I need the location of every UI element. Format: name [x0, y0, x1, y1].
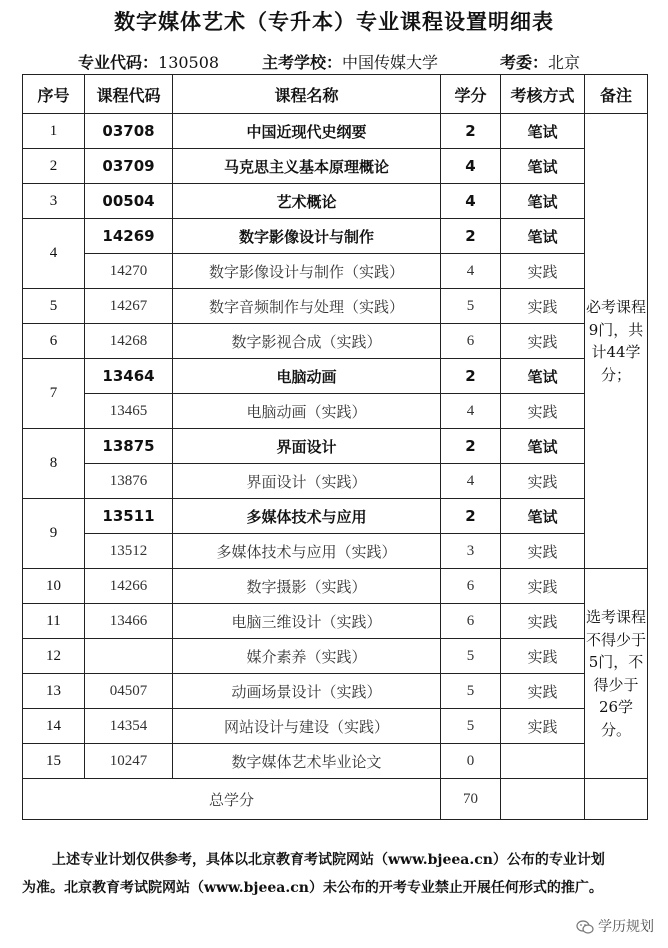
footer-line-1: 上述专业计划仅供参考，具体以北京教育考试院网站（www.bjeea.cn）公布的专业计划	[52, 852, 605, 868]
row-name: 电脑动画	[173, 359, 441, 394]
row-name: 中国近现代史纲要	[173, 114, 441, 149]
major-code-label: 专业代码：	[78, 53, 159, 72]
row-name: 多媒体技术与应用（实践）	[173, 534, 441, 569]
row-no: 10	[23, 569, 85, 604]
row-method: 笔试	[501, 429, 585, 464]
row-method: 实践	[501, 534, 585, 569]
row-name: 界面设计（实践）	[173, 464, 441, 499]
page-title: 数字媒体艺术（专升本）专业课程设置明细表	[114, 9, 554, 34]
header-method: 考核方式	[501, 75, 585, 114]
row-method: 实践	[501, 254, 585, 289]
row-method: 笔试	[501, 114, 585, 149]
row-code: 13512	[85, 534, 173, 569]
total-row	[23, 779, 648, 820]
row-code: 13875	[85, 429, 173, 464]
header-no: 序号	[23, 75, 85, 114]
row-code: 00504	[85, 184, 173, 219]
row-method: 笔试	[501, 219, 585, 254]
table-row	[23, 534, 648, 569]
row-method: 笔试	[501, 149, 585, 184]
row-no: 3	[23, 184, 85, 219]
watermark-text: 学历规划	[598, 919, 654, 935]
major-code	[78, 50, 219, 73]
table-row	[23, 604, 648, 639]
row-credit: 5	[441, 639, 501, 674]
row-name: 数字影视合成（实践）	[173, 324, 441, 359]
row-credit: 5	[441, 289, 501, 324]
row-no: 7	[23, 359, 85, 429]
row-code: 13876	[85, 464, 173, 499]
total-empty-cell	[501, 779, 585, 820]
table-row	[23, 254, 648, 289]
required-note-text: 必考课程9门，共计44学分；	[585, 298, 646, 384]
row-credit: 4	[441, 184, 501, 219]
row-no: 9	[23, 499, 85, 569]
row-credit: 4	[441, 464, 501, 499]
row-name: 数字影像设计与制作	[173, 219, 441, 254]
exam-board-label: 考委：	[500, 53, 549, 72]
row-name: 艺术概论	[173, 184, 441, 219]
header-note: 备注	[585, 75, 648, 114]
table-header-row	[23, 75, 648, 114]
row-name: 媒介素养（实践）	[173, 639, 441, 674]
row-no: 14	[23, 709, 85, 744]
host-school-label: 主考学校：	[262, 53, 343, 72]
row-name: 界面设计	[173, 429, 441, 464]
row-method: 实践	[501, 639, 585, 674]
total-label: 总学分	[23, 779, 441, 820]
row-method: 实践	[501, 464, 585, 499]
row-name: 多媒体技术与应用	[173, 499, 441, 534]
table-row	[23, 464, 648, 499]
host-school	[262, 50, 438, 73]
table-row	[23, 149, 648, 184]
row-method: 笔试	[501, 359, 585, 394]
watermark	[576, 916, 654, 936]
header-name: 课程名称	[173, 75, 441, 114]
elective-note-text: 选考课程不得少于5门，不得少于26学分。	[585, 608, 646, 739]
table-row	[23, 499, 648, 534]
row-credit: 4	[441, 394, 501, 429]
required-note	[585, 114, 648, 569]
row-code: 10247	[85, 744, 173, 779]
row-credit: 6	[441, 324, 501, 359]
row-method: 笔试	[501, 184, 585, 219]
exam-board-value: 北京	[548, 53, 581, 72]
table-row	[23, 289, 648, 324]
row-method	[501, 744, 585, 779]
curriculum-table	[22, 74, 648, 820]
table-row	[23, 359, 648, 394]
row-name: 数字音频制作与处理（实践）	[173, 289, 441, 324]
row-method: 笔试	[501, 499, 585, 534]
footer-note	[22, 852, 647, 897]
row-code: 04507	[85, 674, 173, 709]
row-credit: 0	[441, 744, 501, 779]
row-code: 14354	[85, 709, 173, 744]
row-code: 13511	[85, 499, 173, 534]
row-credit: 4	[441, 254, 501, 289]
row-credit: 2	[441, 114, 501, 149]
row-credit: 2	[441, 429, 501, 464]
table-row	[23, 674, 648, 709]
row-no: 2	[23, 149, 85, 184]
row-no: 15	[23, 744, 85, 779]
row-no: 4	[23, 219, 85, 289]
row-code	[85, 639, 173, 674]
row-method: 实践	[501, 289, 585, 324]
row-no: 13	[23, 674, 85, 709]
row-credit: 6	[441, 569, 501, 604]
row-no: 6	[23, 324, 85, 359]
row-credit: 6	[441, 604, 501, 639]
table-row	[23, 429, 648, 464]
row-credit: 5	[441, 674, 501, 709]
table-row	[23, 639, 648, 674]
row-code: 14266	[85, 569, 173, 604]
header-code: 课程代码	[85, 75, 173, 114]
row-name: 数字影像设计与制作（实践）	[173, 254, 441, 289]
row-method: 实践	[501, 324, 585, 359]
row-credit: 5	[441, 709, 501, 744]
table-row	[23, 324, 648, 359]
row-credit: 2	[441, 499, 501, 534]
row-code: 13465	[85, 394, 173, 429]
row-name: 电脑三维设计（实践）	[173, 604, 441, 639]
row-code: 03709	[85, 149, 173, 184]
row-credit: 3	[441, 534, 501, 569]
row-method: 实践	[501, 394, 585, 429]
table-row	[23, 394, 648, 429]
major-code-value: 130508	[158, 53, 220, 72]
row-no: 5	[23, 289, 85, 324]
row-code: 14269	[85, 219, 173, 254]
exam-board	[500, 50, 580, 73]
row-no: 12	[23, 639, 85, 674]
row-code: 13464	[85, 359, 173, 394]
table-row	[23, 114, 648, 149]
row-code: 13466	[85, 604, 173, 639]
row-credit: 2	[441, 359, 501, 394]
row-credit: 4	[441, 149, 501, 184]
row-method: 实践	[501, 709, 585, 744]
row-no: 1	[23, 114, 85, 149]
row-name: 网站设计与建设（实践）	[173, 709, 441, 744]
wechat-icon	[576, 920, 594, 934]
total-empty-note	[585, 779, 648, 820]
table-row	[23, 744, 648, 779]
table-row	[23, 709, 648, 744]
row-name: 电脑动画（实践）	[173, 394, 441, 429]
row-no: 11	[23, 604, 85, 639]
footer-line-2: 为准。北京教育考试院网站（www.bjeea.cn）未公布的开考专业禁止开展任何形式的推广。	[22, 879, 603, 896]
table-row	[23, 184, 648, 219]
row-name: 数字媒体艺术毕业论文	[173, 744, 441, 779]
table-row	[23, 219, 648, 254]
row-method: 实践	[501, 674, 585, 709]
row-code: 14268	[85, 324, 173, 359]
elective-note	[585, 569, 648, 779]
row-no: 8	[23, 429, 85, 499]
header-credit: 学分	[441, 75, 501, 114]
row-code: 03708	[85, 114, 173, 149]
row-name: 马克思主义基本原理概论	[173, 149, 441, 184]
table-row	[23, 569, 648, 604]
row-code: 14267	[85, 289, 173, 324]
row-method: 实践	[501, 604, 585, 639]
host-school-value: 中国传媒大学	[342, 53, 439, 72]
row-code: 14270	[85, 254, 173, 289]
row-name: 动画场景设计（实践）	[173, 674, 441, 709]
row-method: 实践	[501, 569, 585, 604]
total-value: 70	[441, 779, 501, 820]
row-name: 数字摄影（实践）	[173, 569, 441, 604]
row-credit: 2	[441, 219, 501, 254]
